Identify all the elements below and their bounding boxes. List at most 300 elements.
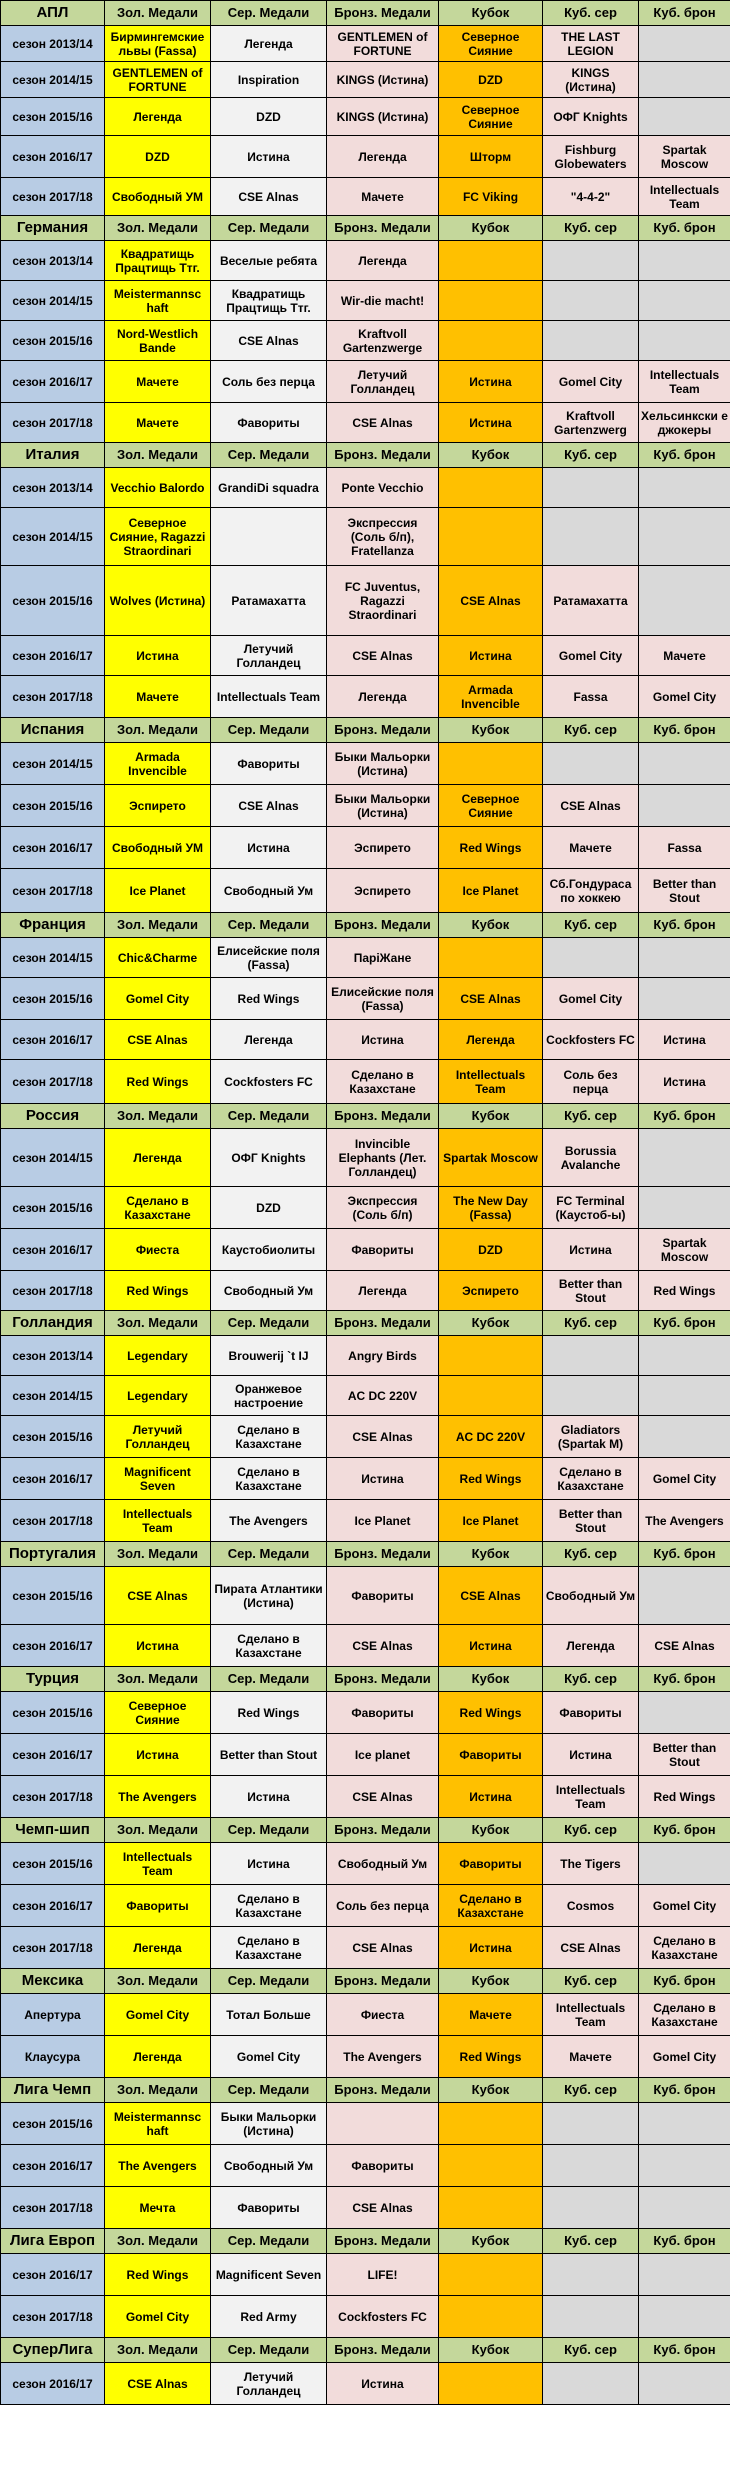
silver-medal-cell: Свободный Ум [211, 1271, 327, 1311]
cup-silver-cell: Gomel City [543, 636, 639, 676]
cup-silver-cell: FC Terminal (Каустоб-ы) [543, 1187, 639, 1229]
cup-cell: Red Wings [439, 1458, 543, 1500]
cup-bronze-cell: The Avengers [639, 1500, 730, 1542]
gold-medal-cell: Red Wings [105, 2254, 211, 2296]
column-header: Кубок [439, 2338, 543, 2363]
silver-medal-cell: Истина [211, 827, 327, 869]
section-title: Франция [1, 913, 105, 938]
cup-bronze-cell [639, 2103, 730, 2145]
silver-medal-cell: Ратамахатта [211, 566, 327, 636]
cup-cell [439, 938, 543, 978]
column-header: Куб. брон [639, 1, 730, 26]
column-header: Куб. брон [639, 1969, 730, 1994]
table-body [1, 1, 730, 2405]
bronze-medal-cell: CSE Alnas [327, 1776, 439, 1818]
silver-medal-cell: Веселые ребята [211, 241, 327, 281]
cup-cell: Red Wings [439, 2036, 543, 2078]
bronze-medal-cell: ПарiЖане [327, 938, 439, 978]
cup-silver-cell: Мачете [543, 2036, 639, 2078]
table-row [1, 1271, 730, 1311]
bronze-medal-cell: Angry Birds [327, 1336, 439, 1376]
cup-silver-cell: Сделано в Казахстане [543, 1458, 639, 1500]
bronze-medal-cell: CSE Alnas [327, 636, 439, 676]
table-row [1, 827, 730, 869]
table-row [1, 468, 730, 508]
cup-cell: Эспирето [439, 1271, 543, 1311]
cup-bronze-cell: Intellectuals Team [639, 361, 730, 403]
season-cell: сезон 2016/17 [1, 1625, 105, 1667]
column-header: Куб. брон [639, 1104, 730, 1129]
table-row [1, 1416, 730, 1458]
season-cell: сезон 2014/15 [1, 62, 105, 98]
silver-medal-cell: Сделано в Казахстане [211, 1927, 327, 1969]
section-header-row [1, 1969, 730, 1994]
cup-bronze-cell: Gomel City [639, 676, 730, 718]
column-header: Куб. брон [639, 1311, 730, 1336]
cup-cell: CSE Alnas [439, 978, 543, 1020]
bronze-medal-cell: KINGS (Истина) [327, 98, 439, 136]
season-cell: сезон 2017/18 [1, 2296, 105, 2338]
section-header-row [1, 913, 730, 938]
season-cell: сезон 2015/16 [1, 1567, 105, 1625]
gold-medal-cell: Летучий Голландец [105, 1416, 211, 1458]
cup-silver-cell: "4-4-2" [543, 178, 639, 216]
column-header: Сер. Медали [211, 1, 327, 26]
cup-silver-cell [543, 938, 639, 978]
bronze-medal-cell: Экспрессия (Соль б/п) [327, 1187, 439, 1229]
season-cell: сезон 2016/17 [1, 136, 105, 178]
bronze-medal-cell: Летучий Голландец [327, 361, 439, 403]
season-cell: сезон 2015/16 [1, 1692, 105, 1734]
gold-medal-cell: Квадратищь Працтищь Ттг. [105, 241, 211, 281]
bronze-medal-cell: Ponte Vecchio [327, 468, 439, 508]
season-cell: сезон 2015/16 [1, 785, 105, 827]
cup-bronze-cell: Gomel City [639, 1458, 730, 1500]
column-header: Куб. сер [543, 1818, 639, 1843]
gold-medal-cell: Свободный УМ [105, 178, 211, 216]
gold-medal-cell: CSE Alnas [105, 1020, 211, 1060]
table-row [1, 636, 730, 676]
column-header: Бронз. Медали [327, 1, 439, 26]
silver-medal-cell: Каустобиолиты [211, 1229, 327, 1271]
column-header: Куб. брон [639, 2078, 730, 2103]
table-row [1, 321, 730, 361]
section-title: АПЛ [1, 1, 105, 26]
table-row [1, 508, 730, 566]
cup-silver-cell [543, 2254, 639, 2296]
column-header: Зол. Медали [105, 1542, 211, 1567]
silver-medal-cell: Легенда [211, 1020, 327, 1060]
cup-silver-cell: Cosmos [543, 1885, 639, 1927]
silver-medal-cell: Red Army [211, 2296, 327, 2338]
silver-medal-cell: Оранжевое настроение [211, 1376, 327, 1416]
section-title: Испания [1, 718, 105, 743]
silver-medal-cell: Gomel City [211, 2036, 327, 2078]
cup-bronze-cell [639, 938, 730, 978]
column-header: Сер. Медали [211, 1542, 327, 1567]
section-title: Мексика [1, 1969, 105, 1994]
silver-medal-cell: Cockfosters FC [211, 1060, 327, 1104]
bronze-medal-cell: GENTLEMEN of FORTUNE [327, 26, 439, 62]
cup-cell [439, 2187, 543, 2229]
column-header: Зол. Медали [105, 1104, 211, 1129]
silver-medal-cell: Пирата Атлантики (Истина) [211, 1567, 327, 1625]
cup-bronze-cell: Better than Stout [639, 869, 730, 913]
section-title: Португалия [1, 1542, 105, 1567]
column-header: Бронз. Медали [327, 443, 439, 468]
column-header: Куб. брон [639, 216, 730, 241]
cup-silver-cell [543, 321, 639, 361]
table-row [1, 1187, 730, 1229]
cup-bronze-cell [639, 1416, 730, 1458]
cup-bronze-cell: Red Wings [639, 1776, 730, 1818]
table-row [1, 743, 730, 785]
cup-silver-cell [543, 743, 639, 785]
table-row [1, 978, 730, 1020]
bronze-medal-cell: Мачете [327, 178, 439, 216]
table-row [1, 2036, 730, 2078]
table-row [1, 62, 730, 98]
silver-medal-cell: Brouwerij `t IJ [211, 1336, 327, 1376]
cup-silver-cell [543, 2103, 639, 2145]
bronze-medal-cell: Легенда [327, 676, 439, 718]
cup-bronze-cell [639, 1567, 730, 1625]
column-header: Куб. брон [639, 1542, 730, 1567]
section-header-row [1, 2229, 730, 2254]
cup-cell: Легенда [439, 1020, 543, 1060]
cup-bronze-cell [639, 468, 730, 508]
silver-medal-cell: Фавориты [211, 2187, 327, 2229]
column-header: Бронз. Медали [327, 1311, 439, 1336]
bronze-medal-cell: The Avengers [327, 2036, 439, 2078]
table-row [1, 241, 730, 281]
table-row [1, 1458, 730, 1500]
column-header: Куб. сер [543, 718, 639, 743]
season-cell: сезон 2013/14 [1, 26, 105, 62]
bronze-medal-cell: Сделано в Казахстане [327, 1060, 439, 1104]
cup-silver-cell: Fassa [543, 676, 639, 718]
bronze-medal-cell: Эспирето [327, 827, 439, 869]
silver-medal-cell: GrandiDi squadra [211, 468, 327, 508]
column-header: Сер. Медали [211, 718, 327, 743]
silver-medal-cell: Red Wings [211, 978, 327, 1020]
column-header: Бронз. Медали [327, 1542, 439, 1567]
column-header: Куб. брон [639, 718, 730, 743]
table-row [1, 403, 730, 443]
cup-silver-cell: Better than Stout [543, 1271, 639, 1311]
column-header: Куб. сер [543, 1542, 639, 1567]
cup-bronze-cell: Истина [639, 1020, 730, 1060]
cup-bronze-cell: Истина [639, 1060, 730, 1104]
table-row [1, 98, 730, 136]
column-header: Сер. Медали [211, 2229, 327, 2254]
season-cell: сезон 2015/16 [1, 566, 105, 636]
cup-cell: Истина [439, 403, 543, 443]
gold-medal-cell: Meistermannsc haft [105, 2103, 211, 2145]
cup-cell: Intellectuals Team [439, 1060, 543, 1104]
cup-cell: Мачете [439, 1994, 543, 2036]
cup-silver-cell [543, 468, 639, 508]
table-row [1, 1994, 730, 2036]
gold-medal-cell: The Avengers [105, 1776, 211, 1818]
gold-medal-cell: Intellectuals Team [105, 1843, 211, 1885]
bronze-medal-cell: Свободный Ум [327, 1843, 439, 1885]
column-header: Бронз. Медали [327, 1818, 439, 1843]
section-header-row [1, 1667, 730, 1692]
season-cell: сезон 2013/14 [1, 468, 105, 508]
column-header: Сер. Медали [211, 443, 327, 468]
gold-medal-cell: Meistermannsc haft [105, 281, 211, 321]
cup-bronze-cell: Red Wings [639, 1271, 730, 1311]
bronze-medal-cell: Елисейские поля (Fassa) [327, 978, 439, 1020]
season-cell: сезон 2016/17 [1, 361, 105, 403]
section-title: Лига Европ [1, 2229, 105, 2254]
season-cell: сезон 2015/16 [1, 978, 105, 1020]
gold-medal-cell: Легенда [105, 98, 211, 136]
cup-cell: CSE Alnas [439, 1567, 543, 1625]
column-header: Куб. сер [543, 443, 639, 468]
silver-medal-cell: Истина [211, 136, 327, 178]
cup-silver-cell: CSE Alnas [543, 785, 639, 827]
bronze-medal-cell: CSE Alnas [327, 1416, 439, 1458]
column-header: Бронз. Медали [327, 1104, 439, 1129]
bronze-medal-cell: Invincible Elephants (Лет. Голландец) [327, 1129, 439, 1187]
cup-cell: AC DC 220V [439, 1416, 543, 1458]
table-row [1, 1885, 730, 1927]
cup-silver-cell [543, 241, 639, 281]
silver-medal-cell: Сделано в Казахстане [211, 1885, 327, 1927]
silver-medal-cell: Фавориты [211, 743, 327, 785]
cup-cell: Истина [439, 636, 543, 676]
cup-cell: DZD [439, 62, 543, 98]
section-header-row [1, 443, 730, 468]
season-cell: сезон 2016/17 [1, 827, 105, 869]
column-header: Куб. сер [543, 1667, 639, 1692]
column-header: Кубок [439, 1, 543, 26]
column-header: Сер. Медали [211, 2338, 327, 2363]
section-header-row [1, 2078, 730, 2103]
column-header: Куб. брон [639, 913, 730, 938]
column-header: Кубок [439, 2229, 543, 2254]
column-header: Зол. Медали [105, 718, 211, 743]
cup-silver-cell [543, 1376, 639, 1416]
bronze-medal-cell: Фиеста [327, 1994, 439, 2036]
section-title: Голландия [1, 1311, 105, 1336]
silver-medal-cell: Летучий Голландец [211, 2363, 327, 2405]
bronze-medal-cell: Легенда [327, 136, 439, 178]
table-row [1, 136, 730, 178]
season-cell: сезон 2015/16 [1, 98, 105, 136]
cup-bronze-cell [639, 2363, 730, 2405]
season-cell: Апертура [1, 1994, 105, 2036]
cup-silver-cell: Gomel City [543, 978, 639, 1020]
table-row [1, 676, 730, 718]
column-header: Бронз. Медали [327, 2338, 439, 2363]
cup-cell: Фавориты [439, 1843, 543, 1885]
column-header: Кубок [439, 1104, 543, 1129]
season-cell: сезон 2017/18 [1, 403, 105, 443]
table-row [1, 178, 730, 216]
table-row [1, 2187, 730, 2229]
gold-medal-cell: Gomel City [105, 978, 211, 1020]
gold-medal-cell: Северное Сияние [105, 1692, 211, 1734]
table-row [1, 26, 730, 62]
table-row [1, 1020, 730, 1060]
bronze-medal-cell: FC Juventus, Ragazzi Straordinari [327, 566, 439, 636]
cup-silver-cell: Gomel City [543, 361, 639, 403]
section-header-row [1, 1311, 730, 1336]
cup-cell: Истина [439, 1776, 543, 1818]
cup-silver-cell: Kraftvoll Gartenzwerg [543, 403, 639, 443]
column-header: Зол. Медали [105, 1969, 211, 1994]
column-header: Зол. Медали [105, 913, 211, 938]
cup-silver-cell: Gladiators (Spartak M) [543, 1416, 639, 1458]
table-row [1, 1129, 730, 1187]
cup-bronze-cell [639, 26, 730, 62]
cup-bronze-cell: Spartak Moscow [639, 136, 730, 178]
cup-silver-cell: Fishburg Globewaters [543, 136, 639, 178]
bronze-medal-cell: Соль без перца [327, 1885, 439, 1927]
section-title: Лига Чемп [1, 2078, 105, 2103]
bronze-medal-cell: LIFE! [327, 2254, 439, 2296]
column-header: Сер. Медали [211, 1667, 327, 1692]
silver-medal-cell [211, 508, 327, 566]
column-header: Сер. Медали [211, 216, 327, 241]
season-cell: сезон 2015/16 [1, 321, 105, 361]
cup-bronze-cell [639, 1376, 730, 1416]
cup-silver-cell: ОФГ Knights [543, 98, 639, 136]
silver-medal-cell: The Avengers [211, 1500, 327, 1542]
season-cell: сезон 2014/15 [1, 1129, 105, 1187]
silver-medal-cell: CSE Alnas [211, 178, 327, 216]
column-header: Бронз. Медали [327, 2078, 439, 2103]
season-cell: сезон 2016/17 [1, 1020, 105, 1060]
column-header: Зол. Медали [105, 2229, 211, 2254]
column-header: Зол. Медали [105, 1, 211, 26]
bronze-medal-cell: Истина [327, 2363, 439, 2405]
season-cell: сезон 2016/17 [1, 2363, 105, 2405]
table-row [1, 1229, 730, 1271]
cup-bronze-cell [639, 1187, 730, 1229]
cup-cell [439, 2103, 543, 2145]
cup-cell [439, 1336, 543, 1376]
gold-medal-cell: Мачете [105, 361, 211, 403]
season-cell: сезон 2017/18 [1, 1060, 105, 1104]
season-cell: сезон 2016/17 [1, 1885, 105, 1927]
silver-medal-cell: Истина [211, 1776, 327, 1818]
column-header: Кубок [439, 443, 543, 468]
cup-bronze-cell [639, 281, 730, 321]
cup-bronze-cell [639, 2145, 730, 2187]
cup-silver-cell: Свободный Ум [543, 1567, 639, 1625]
bronze-medal-cell: Kraftvoll Gartenzwerge [327, 321, 439, 361]
season-cell: сезон 2016/17 [1, 2254, 105, 2296]
cup-cell [439, 1376, 543, 1416]
cup-bronze-cell: Better than Stout [639, 1734, 730, 1776]
bronze-medal-cell: Wir-die macht! [327, 281, 439, 321]
cup-cell [439, 2363, 543, 2405]
table-row [1, 2103, 730, 2145]
season-cell: сезон 2016/17 [1, 1458, 105, 1500]
table-row [1, 1927, 730, 1969]
bronze-medal-cell: Фавориты [327, 1692, 439, 1734]
section-header-row [1, 1, 730, 26]
column-header: Куб. сер [543, 1104, 639, 1129]
column-header: Сер. Медали [211, 913, 327, 938]
bronze-medal-cell: CSE Alnas [327, 2187, 439, 2229]
cup-silver-cell [543, 2296, 639, 2338]
cup-cell: Истина [439, 1927, 543, 1969]
section-title: Италия [1, 443, 105, 468]
bronze-medal-cell: Легенда [327, 1271, 439, 1311]
gold-medal-cell: Magnificent Seven [105, 1458, 211, 1500]
table-row [1, 1776, 730, 1818]
cup-silver-cell: Intellectuals Team [543, 1994, 639, 2036]
column-header: Зол. Медали [105, 443, 211, 468]
column-header: Бронз. Медали [327, 216, 439, 241]
gold-medal-cell: Nord-Westlich Bande [105, 321, 211, 361]
table-row [1, 1567, 730, 1625]
cup-cell: Северное Сияние [439, 26, 543, 62]
cup-cell: DZD [439, 1229, 543, 1271]
cup-silver-cell: Фавориты [543, 1692, 639, 1734]
cup-bronze-cell [639, 2254, 730, 2296]
bronze-medal-cell: Cockfosters FC [327, 2296, 439, 2338]
bronze-medal-cell: CSE Alnas [327, 1625, 439, 1667]
column-header: Куб. сер [543, 913, 639, 938]
gold-medal-cell: DZD [105, 136, 211, 178]
column-header: Зол. Медали [105, 216, 211, 241]
cup-bronze-cell [639, 1692, 730, 1734]
season-cell: сезон 2015/16 [1, 1416, 105, 1458]
gold-medal-cell: CSE Alnas [105, 2363, 211, 2405]
gold-medal-cell: GENTLEMEN of FORTUNE [105, 62, 211, 98]
table-row [1, 361, 730, 403]
table-row [1, 281, 730, 321]
column-header: Куб. сер [543, 1, 639, 26]
column-header: Бронз. Медали [327, 2229, 439, 2254]
gold-medal-cell: Ice Planet [105, 869, 211, 913]
bronze-medal-cell [327, 2103, 439, 2145]
table-row [1, 1500, 730, 1542]
silver-medal-cell: Сделано в Казахстане [211, 1625, 327, 1667]
table-row [1, 1336, 730, 1376]
gold-medal-cell: Фавориты [105, 1885, 211, 1927]
cup-silver-cell: Better than Stout [543, 1500, 639, 1542]
cup-bronze-cell: CSE Alnas [639, 1625, 730, 1667]
gold-medal-cell: Сделано в Казахстане [105, 1187, 211, 1229]
cup-cell: Сделано в Казахстане [439, 1885, 543, 1927]
column-header: Кубок [439, 1667, 543, 1692]
table-row [1, 2363, 730, 2405]
table-row [1, 1734, 730, 1776]
season-cell: сезон 2016/17 [1, 1734, 105, 1776]
cup-silver-cell: CSE Alnas [543, 1927, 639, 1969]
cup-cell [439, 281, 543, 321]
silver-medal-cell: Inspiration [211, 62, 327, 98]
cup-silver-cell: KINGS (Истина) [543, 62, 639, 98]
column-header: Куб. брон [639, 2338, 730, 2363]
cup-cell: Red Wings [439, 827, 543, 869]
column-header: Куб. сер [543, 2229, 639, 2254]
table-row [1, 1625, 730, 1667]
bronze-medal-cell: CSE Alnas [327, 403, 439, 443]
season-cell: сезон 2017/18 [1, 178, 105, 216]
season-cell: сезон 2014/15 [1, 743, 105, 785]
cup-silver-cell: Ратамахатта [543, 566, 639, 636]
table-row [1, 1843, 730, 1885]
column-header: Куб. сер [543, 2078, 639, 2103]
